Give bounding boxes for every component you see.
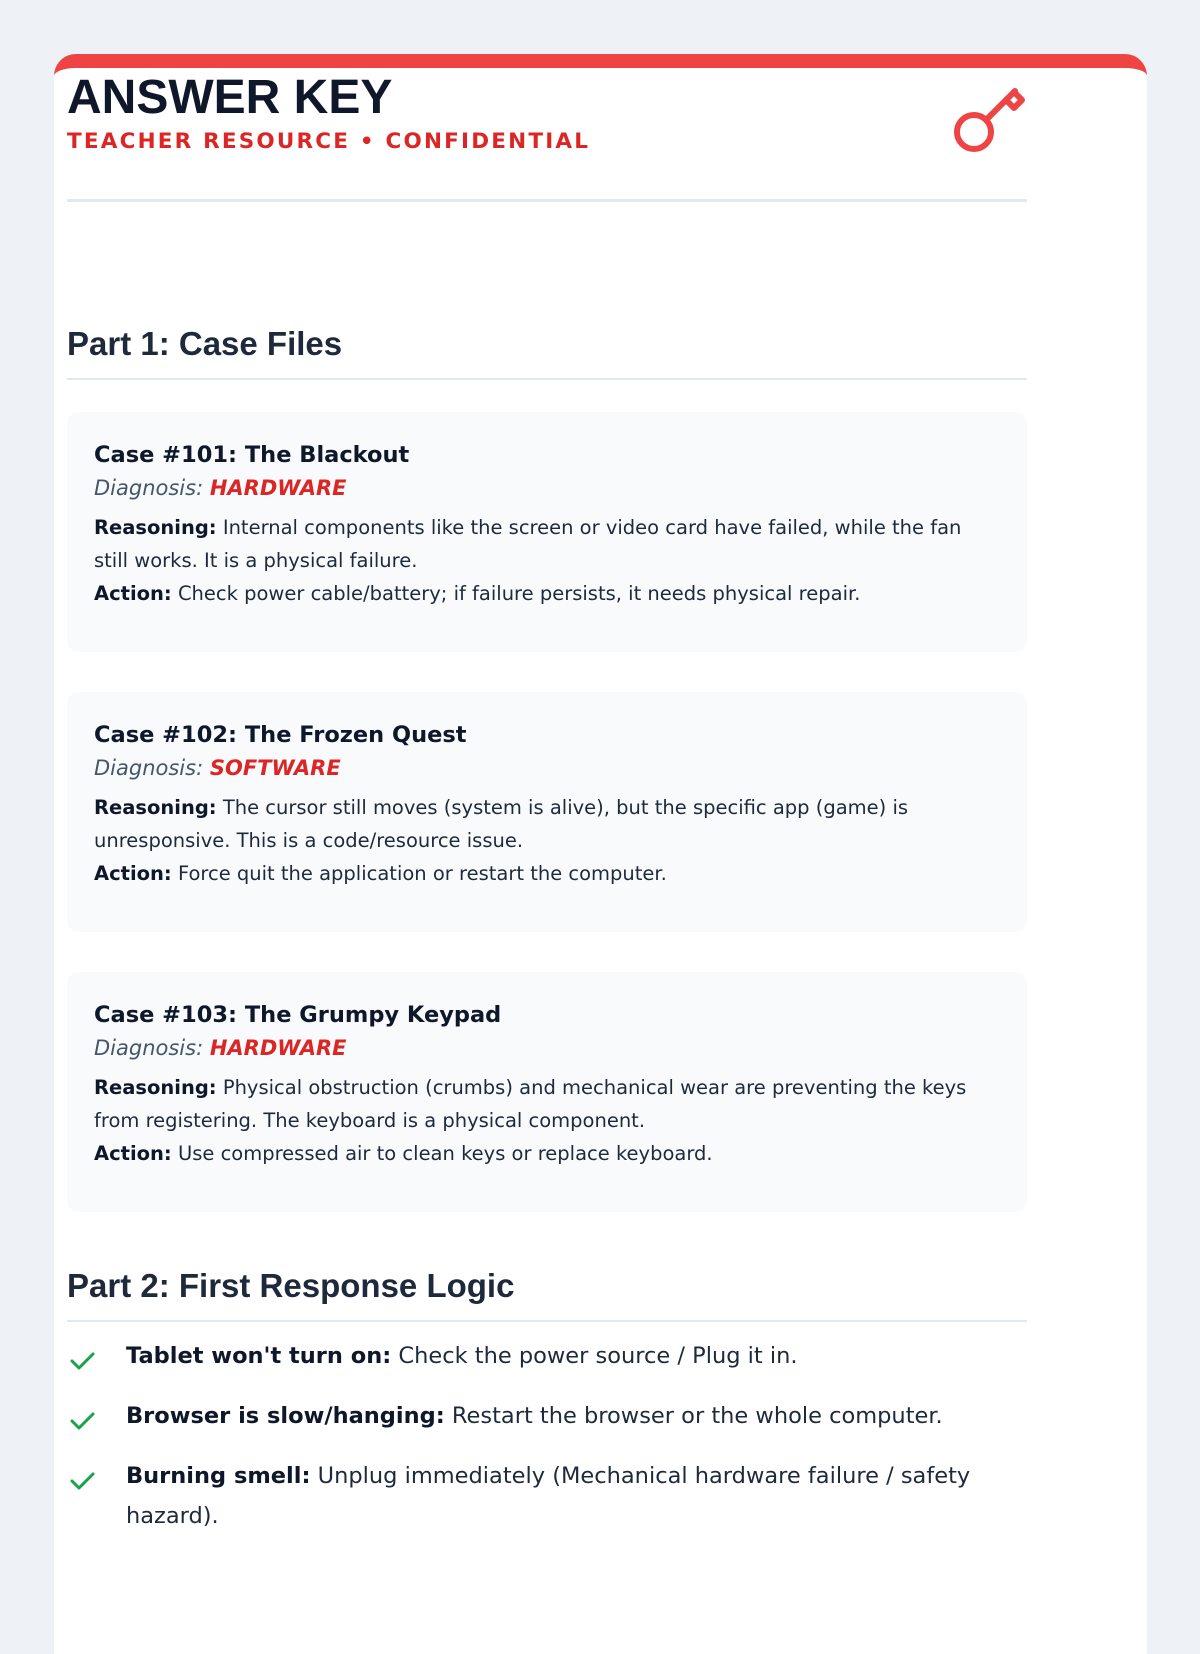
header-divider: [67, 199, 1027, 202]
list-item: [67, 1396, 1027, 1436]
item-label: Tablet won't turn on:: [126, 1343, 392, 1369]
check-icon: [67, 1465, 97, 1495]
diagnosis: [94, 471, 1000, 505]
key-icon: [948, 72, 1034, 158]
case-card-101: [67, 412, 1027, 652]
diagnosis-label: Diagnosis:: [94, 1036, 204, 1060]
reasoning: [94, 1071, 1000, 1137]
reasoning-text: The cursor still moves (system is alive), but the specific app (game) is unresponsive. This is a code/resource issue.: [94, 796, 909, 852]
reasoning-label: Reasoning:: [94, 516, 217, 539]
action: [94, 1137, 1000, 1170]
item-text: Check the power source / Plug it in.: [398, 1343, 798, 1369]
diagnosis-label: Diagnosis:: [94, 756, 204, 780]
reasoning: [94, 791, 1000, 857]
diagnosis-value: SOFTWARE: [209, 756, 341, 780]
action: [94, 857, 1000, 890]
action-label: Action:: [94, 582, 172, 605]
check-icon: [67, 1405, 97, 1435]
section-title-part1: Part 1: Case Files: [67, 324, 1027, 380]
header: [67, 72, 1027, 155]
list-item: [67, 1456, 1027, 1536]
item-label: Burning smell:: [126, 1463, 311, 1489]
item-text: Unplug immediately (Mechanical hardware failure / safety hazard).: [126, 1463, 971, 1529]
action-label: Action:: [94, 1142, 172, 1165]
case-title: Case #102: The Frozen Quest: [94, 722, 467, 748]
action-text: Use compressed air to clean keys or replace keyboard.: [177, 1142, 713, 1165]
list-item: [67, 1336, 1027, 1376]
action-label: Action:: [94, 862, 172, 885]
action: [94, 577, 1000, 610]
reasoning-label: Reasoning:: [94, 796, 217, 819]
check-icon: [67, 1345, 97, 1375]
page-subtitle: TEACHER RESOURCE • CONFIDENTIAL: [67, 129, 591, 154]
action-text: Force quit the application or restart the computer.: [177, 862, 667, 885]
diagnosis-label: Diagnosis:: [94, 476, 204, 500]
reasoning-text: Physical obstruction (crumbs) and mechanical wear are preventing the keys from registering. The keyboard is a physical component.: [94, 1076, 967, 1132]
diagnosis-value: HARDWARE: [209, 1036, 347, 1060]
page-title: ANSWER KEY: [67, 71, 393, 124]
reasoning-label: Reasoning:: [94, 1076, 217, 1099]
section-title-part2: Part 2: First Response Logic: [67, 1266, 1027, 1322]
reasoning: [94, 511, 1000, 577]
case-title: Case #101: The Blackout: [94, 442, 410, 468]
case-card-102: [67, 692, 1027, 932]
first-response-list: [67, 1336, 1027, 1556]
item-text: Restart the browser or the whole computer.: [451, 1403, 943, 1429]
action-text: Check power cable/battery; if failure persists, it needs physical repair.: [177, 582, 861, 605]
case-title: Case #103: The Grumpy Keypad: [94, 1002, 502, 1028]
diagnosis: [94, 751, 1000, 785]
case-card-103: [67, 972, 1027, 1212]
reasoning-text: Internal components like the screen or video card have failed, while the fan still works. It is a physical failure.: [94, 516, 962, 572]
diagnosis-value: HARDWARE: [209, 476, 347, 500]
diagnosis: [94, 1031, 1000, 1065]
item-label: Browser is slow/hanging:: [126, 1403, 445, 1429]
